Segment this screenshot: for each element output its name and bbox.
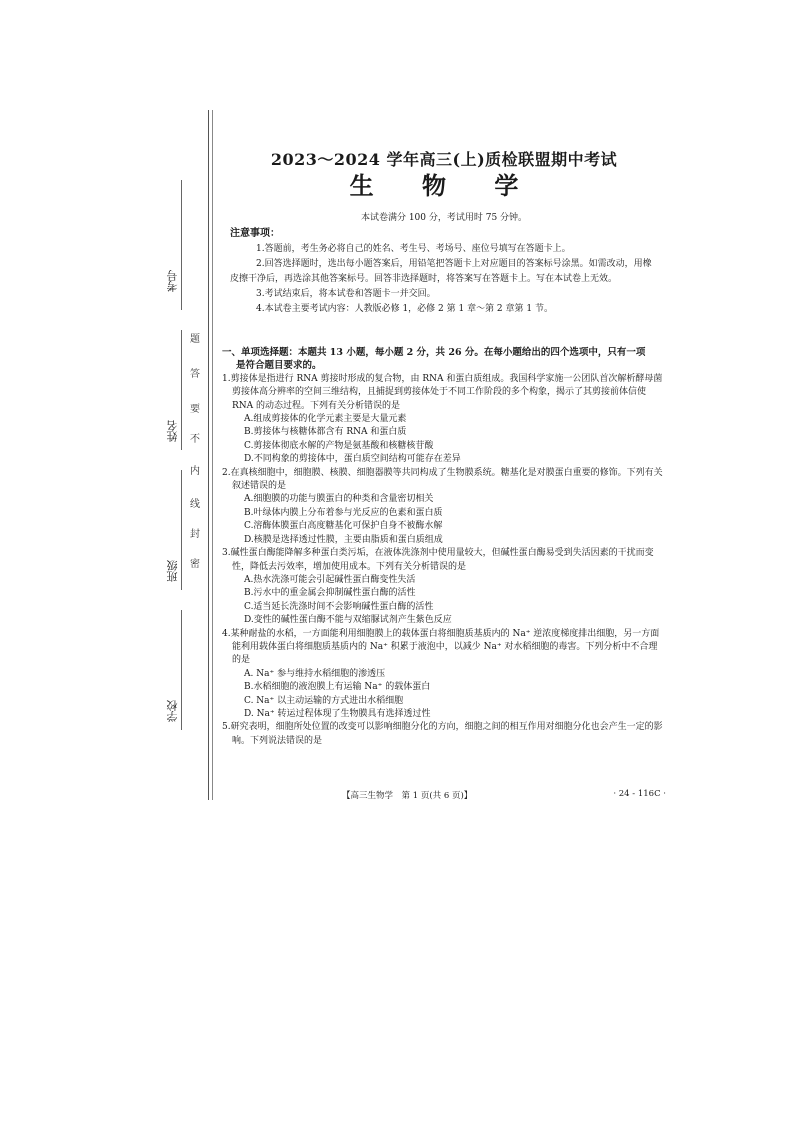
option: C.剪接体彻底水解的产物是氨基酸和核糖核苷酸 — [244, 440, 434, 451]
school-label: 学校 — [166, 700, 179, 722]
option: C.适当延长洗涤时间不会影响碱性蛋白酶的活性 — [244, 601, 434, 612]
question — [222, 547, 666, 627]
option: B.水稻细胞的液泡膜上有运输 Na⁺ 的载体蛋白 — [244, 682, 431, 693]
name-label: 姓名 — [166, 420, 179, 442]
option: B.叶绿体内膜上分布着参与光反应的色素和蛋白质 — [244, 507, 443, 518]
binding-line-inner — [212, 110, 213, 800]
option: A.细胞膜的功能与膜蛋白的种类和含量密切相关 — [244, 494, 434, 505]
school-line — [181, 610, 182, 730]
section-title-cont: 是符合题目要求的。 — [236, 360, 322, 372]
exam-number-line — [181, 180, 182, 310]
class-line — [181, 470, 182, 590]
option: D. Na⁺ 转运过程体现了生物膜具有选择透过性 — [244, 708, 431, 719]
seal-char: 封 — [190, 529, 200, 540]
question-stem: 4.某种耐盐的水稻，一方面能利用细胞膜上的载体蛋白将细胞质基质内的 Na⁺ 逆浓度梯度排出细胞，另一方面能利用载体蛋白将细胞质基质内的 Na⁺ 积累于液泡中，以减少 Na⁺ 对水稻细胞的毒害。下列分析中不合理的是 — [222, 628, 660, 666]
exam-number-label: 考号 — [166, 270, 179, 292]
option: B.剪接体与核糖体都含有 RNA 和蛋白质 — [244, 427, 407, 438]
option: D.不同构象的剪接体中，蛋白质空间结构可能存在差异 — [244, 454, 461, 465]
exam-title: 2023～2024 学年高三(上)质检联盟期中考试 — [270, 150, 618, 169]
binding-line — [208, 110, 209, 800]
seal-char: 不 — [190, 434, 200, 445]
option: A. Na⁺ 参与维持水稻细胞的渗透压 — [244, 668, 386, 679]
notice-item: 1.答题前，考生务必将自己的姓名、考生号、考场号、座位号填写在答题卡上。 — [256, 244, 571, 254]
notice-title: 注意事项： — [230, 228, 280, 239]
option: C. Na⁺ 以主动运输的方式进出水稻细胞 — [244, 695, 404, 706]
option: D.变性的碱性蛋白酶不能与双缩脲试剂产生紫色反应 — [244, 615, 452, 626]
seal-char: 答 — [190, 369, 200, 380]
notice-item: 2.回答选择题时，选出每小题答案后，用铅笔把答题卡上对应题目的答案标号涂黑。如需改动，用橡皮擦干净后，再选涂其他答案标号。回答非选择题时，将答案写在答题卡上。写在本试卷上无效。 — [230, 259, 652, 284]
subject-title: 生 物 学 — [349, 171, 539, 200]
question-stem: 2.在真核细胞中，细胞膜、核膜、细胞器膜等共同构成了生物膜系统。糖基化是对膜蛋白重要的修饰。下列有关叙述错误的是 — [222, 467, 663, 492]
notice-item: 3.考试结束后，将本试卷和答题卡一并交回。 — [256, 289, 436, 299]
question-stem: 5.研究表明，细胞所处位置的改变可以影响细胞分化的方向，细胞之间的相互作用对细胞分化也会产生一定的影响。下列说法错误的是 — [222, 722, 663, 746]
seal-char: 内 — [190, 466, 200, 477]
question — [222, 467, 666, 547]
seal-char: 题 — [190, 334, 200, 345]
footer-code: · 24 - 116C · — [613, 789, 666, 799]
class-label: 班级 — [166, 560, 179, 582]
question — [222, 628, 666, 722]
option: C.溶酶体膜蛋白高度糖基化可保护自身不被酶水解 — [244, 521, 443, 532]
section-title: 一、单项选择题：本题共 13 小题，每小题 2 分，共 26 分。在每小题给出的四个选项中，只有一项 — [222, 347, 646, 358]
question-stem: 1.剪接体是指进行 RNA 剪接时形成的复合物，由 RNA 和蛋白质组成。我国科学家施一公团队首次解析酵母菌剪接体高分辨率的空间三维结构，且捕捉到剪接体处于不同工作阶段的多个构象，揭示了其剪接前体信使 RNA 的动态过程。下列有关分析错误的是 — [222, 373, 663, 411]
seal-char: 密 — [190, 559, 200, 570]
option: A.热水洗涤可能会引起碱性蛋白酶变性失活 — [244, 574, 416, 585]
footer-page-info: 【高三生物学 第 1 页(共 6 页)】 — [342, 791, 473, 801]
question — [222, 373, 666, 467]
seal-char: 线 — [190, 499, 200, 510]
seal-char: 要 — [190, 404, 200, 415]
name-line — [181, 330, 182, 450]
option: A.组成剪接体的化学元素主要是大量元素 — [244, 414, 407, 425]
question-stem: 3.碱性蛋白酶能降解多种蛋白类污垢，在液体洗涤剂中使用量较大，但碱性蛋白酶易受到失活因素的干扰而变性，降低去污效率，增加使用成本。下列有关分析错误的是 — [222, 548, 654, 572]
exam-info: 本试卷满分 100 分，考试用时 75 分钟。 — [360, 213, 528, 223]
option: B.污水中的重金属会抑制碱性蛋白酶的活性 — [244, 588, 416, 599]
notice-item: 4.本试卷主要考试内容：人教版必修 1，必修 2 第 1 章～第 2 章第 1 节。 — [256, 304, 553, 314]
question-content — [222, 346, 666, 748]
question — [222, 721, 666, 748]
option: D.核膜是选择透过性膜，主要由脂质和蛋白质组成 — [244, 534, 443, 545]
notice-block — [230, 226, 660, 317]
